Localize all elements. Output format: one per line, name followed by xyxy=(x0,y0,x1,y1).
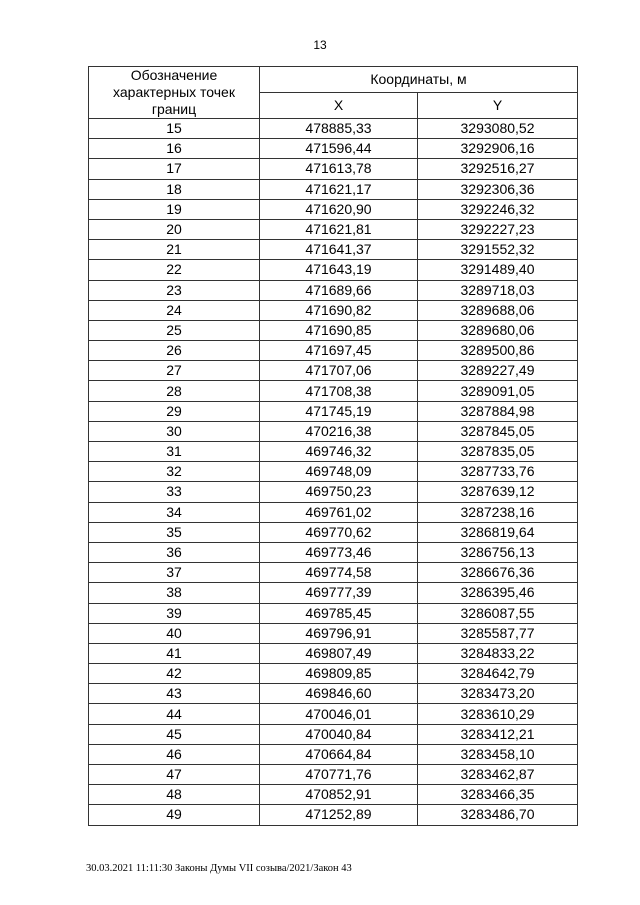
coordinates-table xyxy=(88,66,578,826)
point-number-cell: 20 xyxy=(89,219,260,239)
x-coordinate-cell: 471690,85 xyxy=(260,320,418,340)
point-number-cell: 46 xyxy=(89,744,260,764)
y-coordinate-cell: 3283462,87 xyxy=(418,765,578,785)
point-number-cell: 37 xyxy=(89,563,260,583)
table-header xyxy=(89,67,578,119)
x-coordinate-cell: 470771,76 xyxy=(260,765,418,785)
x-coordinate-cell: 469748,09 xyxy=(260,462,418,482)
table-row xyxy=(89,219,578,239)
table-row xyxy=(89,603,578,623)
y-coordinate-cell: 3287639,12 xyxy=(418,482,578,502)
y-coordinate-cell: 3286676,36 xyxy=(418,563,578,583)
y-coordinate-cell: 3292306,36 xyxy=(418,179,578,199)
table-row xyxy=(89,623,578,643)
point-number-cell: 44 xyxy=(89,704,260,724)
table-row xyxy=(89,522,578,542)
table-row xyxy=(89,744,578,764)
point-number-cell: 42 xyxy=(89,664,260,684)
point-number-cell: 36 xyxy=(89,542,260,562)
table-row xyxy=(89,805,578,825)
point-number-cell: 29 xyxy=(89,401,260,421)
table-row xyxy=(89,179,578,199)
y-coordinate-cell: 3289718,03 xyxy=(418,280,578,300)
point-number-cell: 30 xyxy=(89,421,260,441)
x-coordinate-cell: 469846,60 xyxy=(260,684,418,704)
x-coordinate-cell: 469773,46 xyxy=(260,542,418,562)
table-row xyxy=(89,765,578,785)
x-coordinate-cell: 469750,23 xyxy=(260,482,418,502)
y-coordinate-cell: 3289688,06 xyxy=(418,300,578,320)
point-number-cell: 26 xyxy=(89,341,260,361)
point-number-cell: 45 xyxy=(89,724,260,744)
table-row xyxy=(89,240,578,260)
table-row xyxy=(89,199,578,219)
y-coordinate-cell: 3283458,10 xyxy=(418,744,578,764)
header-y: Y xyxy=(418,93,578,119)
table-row xyxy=(89,542,578,562)
y-coordinate-cell: 3291552,32 xyxy=(418,240,578,260)
table-row xyxy=(89,502,578,522)
x-coordinate-cell: 469774,58 xyxy=(260,563,418,583)
y-coordinate-cell: 3287733,76 xyxy=(418,462,578,482)
x-coordinate-cell: 469777,39 xyxy=(260,583,418,603)
y-coordinate-cell: 3289680,06 xyxy=(418,320,578,340)
x-coordinate-cell: 470040,84 xyxy=(260,724,418,744)
point-number-cell: 43 xyxy=(89,684,260,704)
x-coordinate-cell: 471621,17 xyxy=(260,179,418,199)
table-row xyxy=(89,421,578,441)
point-number-cell: 15 xyxy=(89,119,260,139)
y-coordinate-cell: 3285587,77 xyxy=(418,623,578,643)
x-coordinate-cell: 469809,85 xyxy=(260,664,418,684)
table-row xyxy=(89,785,578,805)
point-number-cell: 47 xyxy=(89,765,260,785)
table-row xyxy=(89,300,578,320)
x-coordinate-cell: 471689,66 xyxy=(260,280,418,300)
table-row xyxy=(89,462,578,482)
x-coordinate-cell: 469796,91 xyxy=(260,623,418,643)
x-coordinate-cell: 470852,91 xyxy=(260,785,418,805)
x-coordinate-cell: 471643,19 xyxy=(260,260,418,280)
x-coordinate-cell: 470664,84 xyxy=(260,744,418,764)
table-row xyxy=(89,442,578,462)
x-coordinate-cell: 469807,49 xyxy=(260,643,418,663)
table-row xyxy=(89,482,578,502)
point-number-cell: 38 xyxy=(89,583,260,603)
y-coordinate-cell: 3289500,86 xyxy=(418,341,578,361)
y-coordinate-cell: 3287884,98 xyxy=(418,401,578,421)
y-coordinate-cell: 3289227,49 xyxy=(418,361,578,381)
x-coordinate-cell: 471708,38 xyxy=(260,381,418,401)
point-number-cell: 39 xyxy=(89,603,260,623)
point-number-cell: 23 xyxy=(89,280,260,300)
y-coordinate-cell: 3287238,16 xyxy=(418,502,578,522)
table-row xyxy=(89,139,578,159)
point-number-cell: 19 xyxy=(89,199,260,219)
header-point-label: Обозначение характерных точек границ xyxy=(89,67,260,119)
table-row xyxy=(89,643,578,663)
x-coordinate-cell: 470046,01 xyxy=(260,704,418,724)
x-coordinate-cell: 469761,02 xyxy=(260,502,418,522)
point-number-cell: 32 xyxy=(89,462,260,482)
x-coordinate-cell: 471621,81 xyxy=(260,219,418,239)
header-coordinates: Координаты, м xyxy=(260,67,578,93)
x-coordinate-cell: 471596,44 xyxy=(260,139,418,159)
y-coordinate-cell: 3286395,46 xyxy=(418,583,578,603)
point-number-cell: 21 xyxy=(89,240,260,260)
x-coordinate-cell: 469770,62 xyxy=(260,522,418,542)
x-coordinate-cell: 471641,37 xyxy=(260,240,418,260)
point-number-cell: 33 xyxy=(89,482,260,502)
x-coordinate-cell: 471697,45 xyxy=(260,341,418,361)
table-row xyxy=(89,724,578,744)
point-number-cell: 18 xyxy=(89,179,260,199)
table-row xyxy=(89,280,578,300)
point-number-cell: 49 xyxy=(89,805,260,825)
table-body xyxy=(89,119,578,826)
x-coordinate-cell: 471613,78 xyxy=(260,159,418,179)
point-number-cell: 25 xyxy=(89,320,260,340)
table-row xyxy=(89,381,578,401)
y-coordinate-cell: 3291489,40 xyxy=(418,260,578,280)
y-coordinate-cell: 3286087,55 xyxy=(418,603,578,623)
point-number-cell: 35 xyxy=(89,522,260,542)
x-coordinate-cell: 471620,90 xyxy=(260,199,418,219)
x-coordinate-cell: 471252,89 xyxy=(260,805,418,825)
y-coordinate-cell: 3293080,52 xyxy=(418,119,578,139)
table-row xyxy=(89,401,578,421)
y-coordinate-cell: 3286756,13 xyxy=(418,542,578,562)
y-coordinate-cell: 3283466,35 xyxy=(418,785,578,805)
point-number-cell: 31 xyxy=(89,442,260,462)
x-coordinate-cell: 478885,33 xyxy=(260,119,418,139)
point-number-cell: 17 xyxy=(89,159,260,179)
x-coordinate-cell: 471707,06 xyxy=(260,361,418,381)
y-coordinate-cell: 3283412,21 xyxy=(418,724,578,744)
point-number-cell: 34 xyxy=(89,502,260,522)
table-row xyxy=(89,260,578,280)
point-number-cell: 48 xyxy=(89,785,260,805)
y-coordinate-cell: 3284833,22 xyxy=(418,643,578,663)
table-row xyxy=(89,341,578,361)
y-coordinate-cell: 3292906,16 xyxy=(418,139,578,159)
table-row xyxy=(89,320,578,340)
y-coordinate-cell: 3289091,05 xyxy=(418,381,578,401)
y-coordinate-cell: 3292227,23 xyxy=(418,219,578,239)
header-x: X xyxy=(260,93,418,119)
point-number-cell: 16 xyxy=(89,139,260,159)
table-row xyxy=(89,119,578,139)
page-number: 13 xyxy=(313,38,327,52)
y-coordinate-cell: 3284642,79 xyxy=(418,664,578,684)
y-coordinate-cell: 3287845,05 xyxy=(418,421,578,441)
footer-stamp: 30.03.2021 11:11:30 Законы Думы VII созыва/2021/Закон 43 xyxy=(86,863,352,874)
table-row xyxy=(89,704,578,724)
point-number-cell: 41 xyxy=(89,643,260,663)
table-row xyxy=(89,664,578,684)
point-number-cell: 22 xyxy=(89,260,260,280)
table-row xyxy=(89,684,578,704)
y-coordinate-cell: 3292516,27 xyxy=(418,159,578,179)
y-coordinate-cell: 3292246,32 xyxy=(418,199,578,219)
point-number-cell: 40 xyxy=(89,623,260,643)
y-coordinate-cell: 3283473,20 xyxy=(418,684,578,704)
table-row xyxy=(89,361,578,381)
point-number-cell: 24 xyxy=(89,300,260,320)
x-coordinate-cell: 469746,32 xyxy=(260,442,418,462)
table-row xyxy=(89,583,578,603)
x-coordinate-cell: 471690,82 xyxy=(260,300,418,320)
point-number-cell: 27 xyxy=(89,361,260,381)
table-row xyxy=(89,563,578,583)
table-row xyxy=(89,159,578,179)
y-coordinate-cell: 3287835,05 xyxy=(418,442,578,462)
y-coordinate-cell: 3283486,70 xyxy=(418,805,578,825)
y-coordinate-cell: 3283610,29 xyxy=(418,704,578,724)
y-coordinate-cell: 3286819,64 xyxy=(418,522,578,542)
x-coordinate-cell: 469785,45 xyxy=(260,603,418,623)
point-number-cell: 28 xyxy=(89,381,260,401)
x-coordinate-cell: 470216,38 xyxy=(260,421,418,441)
x-coordinate-cell: 471745,19 xyxy=(260,401,418,421)
